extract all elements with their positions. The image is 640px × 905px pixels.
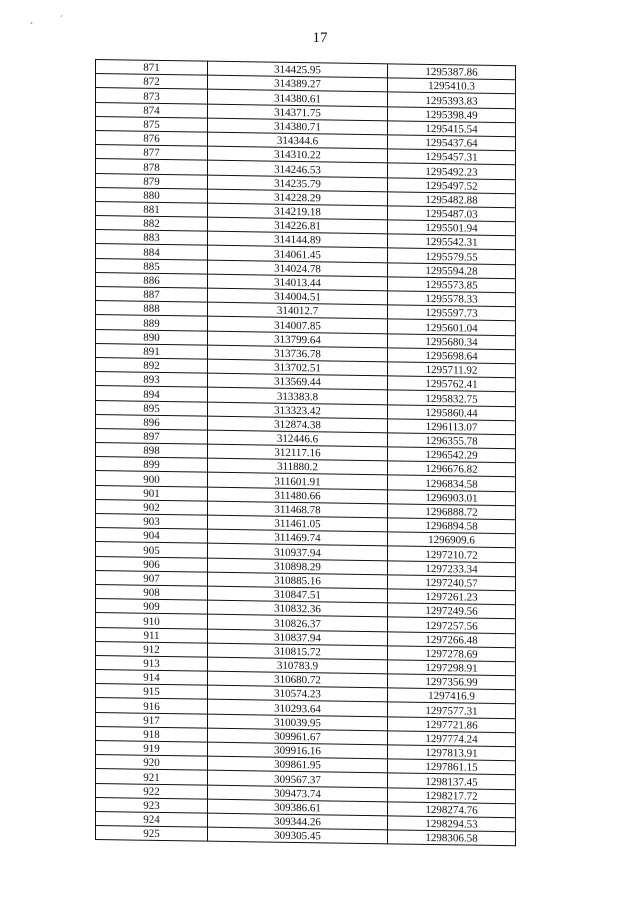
x-coordinate-cell: 314228.29 bbox=[208, 189, 388, 206]
scan-mark-left: ¸ bbox=[30, 14, 33, 24]
y-coordinate-cell: 1297774.24 bbox=[388, 731, 516, 747]
point-number-cell: 925 bbox=[96, 826, 208, 842]
x-coordinate-cell: 314004.51 bbox=[208, 288, 388, 305]
y-coordinate-cell: 1295398.49 bbox=[388, 106, 516, 122]
y-coordinate-cell: 1297861.15 bbox=[388, 759, 516, 775]
point-number-cell: 915 bbox=[96, 684, 208, 700]
point-number-cell: 908 bbox=[96, 584, 208, 600]
point-number-cell: 904 bbox=[96, 528, 208, 544]
point-number-cell: 884 bbox=[96, 244, 208, 260]
page-number: 17 bbox=[312, 30, 328, 46]
x-coordinate-cell: 314380.61 bbox=[208, 90, 388, 107]
scan-mark-right: ´ bbox=[60, 14, 63, 24]
point-number-cell: 905 bbox=[96, 542, 208, 558]
point-number-cell: 878 bbox=[96, 159, 208, 175]
y-coordinate-cell: 1295501.94 bbox=[388, 220, 516, 236]
x-coordinate-cell: 313736.78 bbox=[208, 345, 388, 362]
y-coordinate-cell: 1295492.23 bbox=[388, 163, 516, 179]
y-coordinate-cell: 1295597.73 bbox=[388, 305, 516, 321]
x-coordinate-cell: 310039.95 bbox=[208, 714, 388, 731]
y-coordinate-cell: 1295573.85 bbox=[388, 277, 516, 293]
y-coordinate-cell: 1295698.64 bbox=[388, 348, 516, 364]
y-coordinate-cell: 1295860.44 bbox=[388, 404, 516, 420]
x-coordinate-cell: 310847.51 bbox=[208, 586, 388, 603]
coordinates-table-body bbox=[96, 60, 516, 847]
point-number-cell: 887 bbox=[96, 287, 208, 303]
y-coordinate-cell: 1295487.03 bbox=[388, 206, 516, 222]
y-coordinate-cell: 1295393.83 bbox=[388, 92, 516, 108]
x-coordinate-cell: 314371.75 bbox=[208, 104, 388, 121]
x-coordinate-cell: 313323.42 bbox=[208, 402, 388, 419]
y-coordinate-cell: 1295762.41 bbox=[388, 376, 516, 392]
x-coordinate-cell: 310680.72 bbox=[208, 671, 388, 688]
point-number-cell: 876 bbox=[96, 130, 208, 146]
y-coordinate-cell: 1295594.28 bbox=[388, 262, 516, 278]
y-coordinate-cell: 1297261.23 bbox=[388, 589, 516, 605]
point-number-cell: 898 bbox=[96, 443, 208, 459]
point-number-cell: 897 bbox=[96, 428, 208, 444]
y-coordinate-cell: 1295410.3 bbox=[388, 78, 516, 94]
y-coordinate-cell: 1298137.45 bbox=[388, 773, 516, 789]
y-coordinate-cell: 1298274.76 bbox=[388, 802, 516, 818]
point-number-cell: 880 bbox=[96, 187, 208, 203]
y-coordinate-cell: 1296894.58 bbox=[388, 518, 516, 534]
point-number-cell: 892 bbox=[96, 357, 208, 373]
y-coordinate-cell: 1295680.34 bbox=[388, 333, 516, 349]
point-number-cell: 920 bbox=[96, 755, 208, 771]
point-number-cell: 889 bbox=[96, 315, 208, 331]
y-coordinate-cell: 1297233.34 bbox=[388, 560, 516, 576]
x-coordinate-cell: 311880.2 bbox=[208, 458, 388, 475]
x-coordinate-cell: 313702.51 bbox=[208, 359, 388, 376]
x-coordinate-cell: 310815.72 bbox=[208, 643, 388, 660]
x-coordinate-cell: 314219.18 bbox=[208, 203, 388, 220]
y-coordinate-cell: 1295832.75 bbox=[388, 390, 516, 406]
point-number-cell: 900 bbox=[96, 471, 208, 487]
point-number-cell: 916 bbox=[96, 698, 208, 714]
x-coordinate-cell: 314013.44 bbox=[208, 274, 388, 291]
x-coordinate-cell: 312446.6 bbox=[208, 430, 388, 447]
point-number-cell: 872 bbox=[96, 74, 208, 90]
point-number-cell: 914 bbox=[96, 670, 208, 686]
y-coordinate-cell: 1297298.91 bbox=[388, 660, 516, 676]
point-number-cell: 885 bbox=[96, 258, 208, 274]
point-number-cell: 891 bbox=[96, 343, 208, 359]
point-number-cell: 883 bbox=[96, 230, 208, 246]
point-number-cell: 919 bbox=[96, 741, 208, 757]
point-number-cell: 886 bbox=[96, 272, 208, 288]
x-coordinate-cell: 309916.16 bbox=[208, 742, 388, 759]
y-coordinate-cell: 1296676.82 bbox=[388, 461, 516, 477]
x-coordinate-cell: 311601.91 bbox=[208, 473, 388, 490]
x-coordinate-cell: 314246.53 bbox=[208, 160, 388, 177]
y-coordinate-cell: 1296355.78 bbox=[388, 433, 516, 449]
x-coordinate-cell: 313799.64 bbox=[208, 331, 388, 348]
point-number-cell: 871 bbox=[96, 60, 208, 76]
point-number-cell: 895 bbox=[96, 400, 208, 416]
y-coordinate-cell: 1298306.58 bbox=[388, 830, 516, 846]
y-coordinate-cell: 1295601.04 bbox=[388, 319, 516, 335]
point-number-cell: 918 bbox=[96, 726, 208, 742]
y-coordinate-cell: 1297278.69 bbox=[388, 646, 516, 662]
x-coordinate-cell: 310832.36 bbox=[208, 600, 388, 617]
x-coordinate-cell: 309344.26 bbox=[208, 813, 388, 830]
coordinates-table-wrapper bbox=[95, 59, 515, 845]
x-coordinate-cell: 313383.8 bbox=[208, 387, 388, 404]
point-number-cell: 893 bbox=[96, 372, 208, 388]
point-number-cell: 912 bbox=[96, 641, 208, 657]
y-coordinate-cell: 1295711.92 bbox=[388, 362, 516, 378]
y-coordinate-cell: 1296542.29 bbox=[388, 447, 516, 463]
y-coordinate-cell: 1296834.58 bbox=[388, 475, 516, 491]
x-coordinate-cell: 310783.9 bbox=[208, 657, 388, 674]
point-number-cell: 911 bbox=[96, 627, 208, 643]
x-coordinate-cell: 309473.74 bbox=[208, 785, 388, 802]
x-coordinate-cell: 314310.22 bbox=[208, 146, 388, 163]
x-coordinate-cell: 311461.05 bbox=[208, 515, 388, 532]
x-coordinate-cell: 311468.78 bbox=[208, 501, 388, 518]
y-coordinate-cell: 1297721.86 bbox=[388, 716, 516, 732]
y-coordinate-cell: 1296113.07 bbox=[388, 419, 516, 435]
x-coordinate-cell: 314226.81 bbox=[208, 217, 388, 234]
point-number-cell: 875 bbox=[96, 116, 208, 132]
point-number-cell: 907 bbox=[96, 570, 208, 586]
y-coordinate-cell: 1295497.52 bbox=[388, 177, 516, 193]
point-number-cell: 910 bbox=[96, 613, 208, 629]
point-number-cell: 906 bbox=[96, 556, 208, 572]
x-coordinate-cell: 310885.16 bbox=[208, 572, 388, 589]
y-coordinate-cell: 1297240.57 bbox=[388, 575, 516, 591]
y-coordinate-cell: 1296888.72 bbox=[388, 504, 516, 520]
y-coordinate-cell: 1298217.72 bbox=[388, 787, 516, 803]
x-coordinate-cell: 314235.79 bbox=[208, 175, 388, 192]
x-coordinate-cell: 314007.85 bbox=[208, 317, 388, 334]
x-coordinate-cell: 312117.16 bbox=[208, 444, 388, 461]
x-coordinate-cell: 314380.71 bbox=[208, 118, 388, 135]
y-coordinate-cell: 1297257.56 bbox=[388, 617, 516, 633]
x-coordinate-cell: 310898.29 bbox=[208, 558, 388, 575]
point-number-cell: 917 bbox=[96, 712, 208, 728]
x-coordinate-cell: 310937.94 bbox=[208, 544, 388, 561]
point-number-cell: 921 bbox=[96, 769, 208, 785]
x-coordinate-cell: 309386.61 bbox=[208, 799, 388, 816]
y-coordinate-cell: 1297249.56 bbox=[388, 603, 516, 619]
y-coordinate-cell: 1297210.72 bbox=[388, 546, 516, 562]
x-coordinate-cell: 309305.45 bbox=[208, 827, 388, 844]
point-number-cell: 877 bbox=[96, 145, 208, 161]
y-coordinate-cell: 1295415.54 bbox=[388, 121, 516, 137]
point-number-cell: 899 bbox=[96, 457, 208, 473]
x-coordinate-cell: 309567.37 bbox=[208, 771, 388, 788]
point-number-cell: 896 bbox=[96, 414, 208, 430]
point-number-cell: 922 bbox=[96, 783, 208, 799]
y-coordinate-cell: 1297416.9 bbox=[388, 688, 516, 704]
x-coordinate-cell: 314144.89 bbox=[208, 231, 388, 248]
x-coordinate-cell: 314061.45 bbox=[208, 246, 388, 263]
point-number-cell: 874 bbox=[96, 102, 208, 118]
x-coordinate-cell: 312874.38 bbox=[208, 416, 388, 433]
x-coordinate-cell: 314389.27 bbox=[208, 75, 388, 92]
x-coordinate-cell: 310293.64 bbox=[208, 700, 388, 717]
y-coordinate-cell: 1295482.88 bbox=[388, 192, 516, 208]
point-number-cell: 890 bbox=[96, 329, 208, 345]
y-coordinate-cell: 1296909.6 bbox=[388, 532, 516, 548]
y-coordinate-cell: 1295437.64 bbox=[388, 135, 516, 151]
y-coordinate-cell: 1295578.33 bbox=[388, 291, 516, 307]
y-coordinate-cell: 1297356.99 bbox=[388, 674, 516, 690]
point-number-cell: 903 bbox=[96, 514, 208, 530]
x-coordinate-cell: 311480.66 bbox=[208, 487, 388, 504]
point-number-cell: 873 bbox=[96, 88, 208, 104]
x-coordinate-cell: 310837.94 bbox=[208, 629, 388, 646]
y-coordinate-cell: 1295387.86 bbox=[388, 64, 516, 80]
x-coordinate-cell: 314012.7 bbox=[208, 302, 388, 319]
x-coordinate-cell: 314024.78 bbox=[208, 260, 388, 277]
point-number-cell: 923 bbox=[96, 797, 208, 813]
y-coordinate-cell: 1295457.31 bbox=[388, 149, 516, 165]
y-coordinate-cell: 1295542.31 bbox=[388, 234, 516, 250]
x-coordinate-cell: 314344.6 bbox=[208, 132, 388, 149]
y-coordinate-cell: 1296903.01 bbox=[388, 489, 516, 505]
point-number-cell: 902 bbox=[96, 499, 208, 515]
point-number-cell: 881 bbox=[96, 201, 208, 217]
point-number-cell: 909 bbox=[96, 599, 208, 615]
x-coordinate-cell: 310574.23 bbox=[208, 685, 388, 702]
coordinates-table bbox=[95, 59, 516, 847]
y-coordinate-cell: 1297266.48 bbox=[388, 631, 516, 647]
point-number-cell: 882 bbox=[96, 216, 208, 232]
x-coordinate-cell: 310826.37 bbox=[208, 614, 388, 631]
x-coordinate-cell: 309961.67 bbox=[208, 728, 388, 745]
x-coordinate-cell: 314425.95 bbox=[208, 61, 388, 78]
y-coordinate-cell: 1297813.91 bbox=[388, 745, 516, 761]
point-number-cell: 924 bbox=[96, 811, 208, 827]
point-number-cell: 888 bbox=[96, 301, 208, 317]
x-coordinate-cell: 311469.74 bbox=[208, 529, 388, 546]
x-coordinate-cell: 313569.44 bbox=[208, 373, 388, 390]
point-number-cell: 913 bbox=[96, 655, 208, 671]
y-coordinate-cell: 1297577.31 bbox=[388, 702, 516, 718]
x-coordinate-cell: 309861.95 bbox=[208, 756, 388, 773]
point-number-cell: 894 bbox=[96, 386, 208, 402]
point-number-cell: 901 bbox=[96, 485, 208, 501]
point-number-cell: 879 bbox=[96, 173, 208, 189]
y-coordinate-cell: 1298294.53 bbox=[388, 816, 516, 832]
y-coordinate-cell: 1295579.55 bbox=[388, 248, 516, 264]
